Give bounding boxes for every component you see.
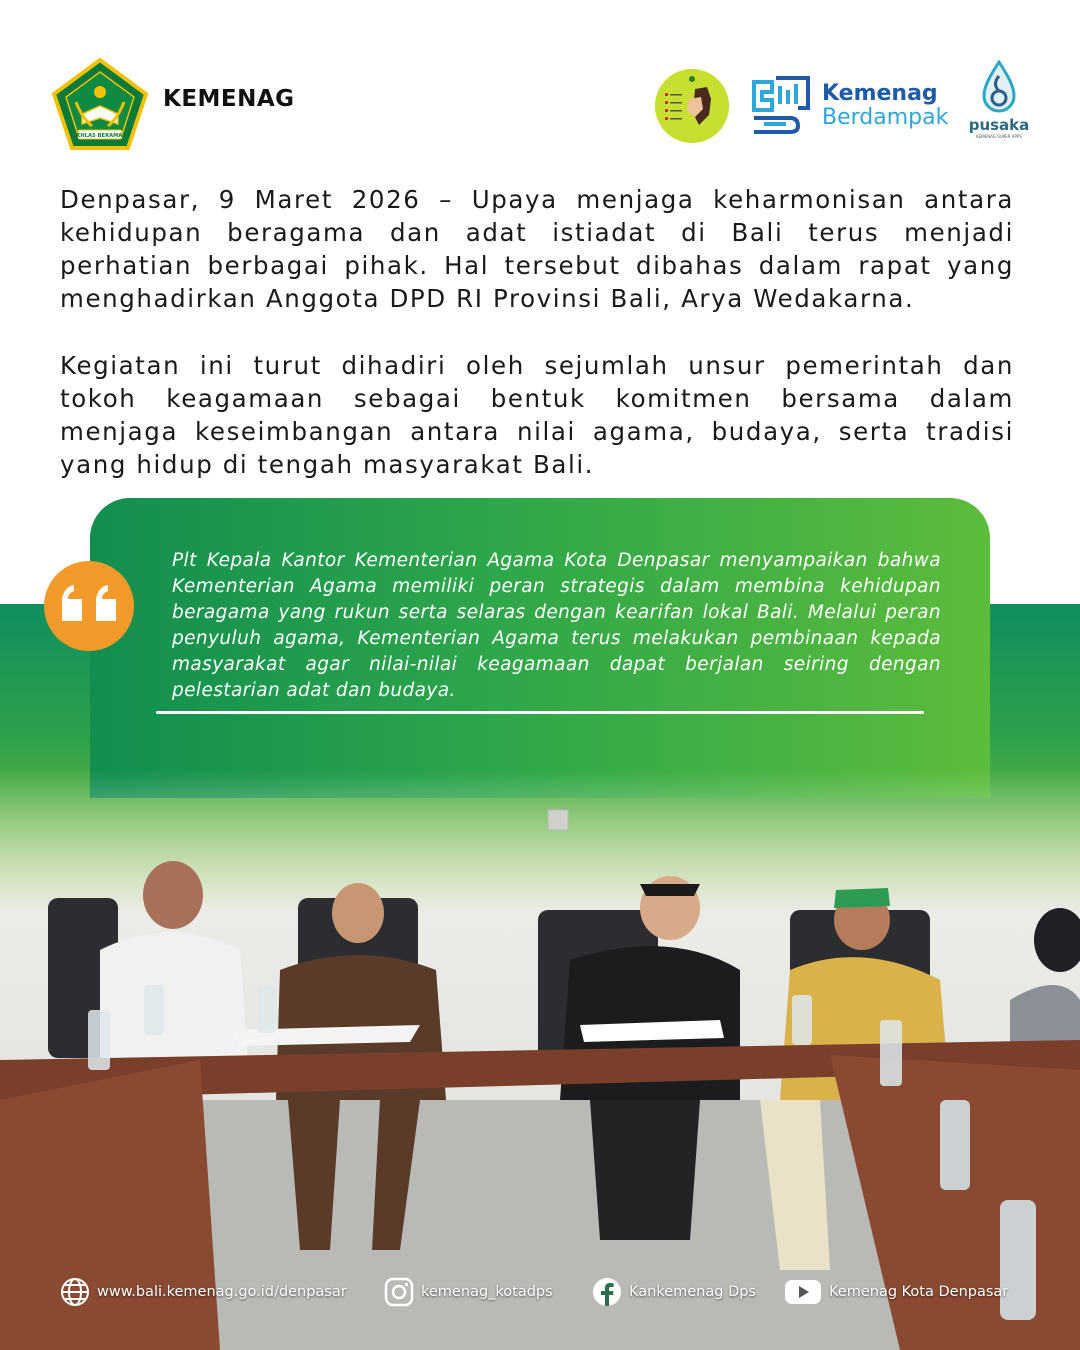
footer-instagram-text: kemenag_kotadps: [421, 1284, 553, 1300]
pusaka-name: pusaka: [968, 116, 1030, 134]
kemenag-emblem-icon: [52, 58, 148, 150]
brand-name: KEMENAG: [163, 86, 295, 112]
kemenag-berdampak-wordmark: [822, 82, 948, 130]
footer-facebook-text: Kankemenag Dps: [629, 1284, 756, 1300]
quote-icon: [44, 561, 134, 651]
facebook-icon: [592, 1277, 622, 1307]
youtube-icon: [784, 1278, 822, 1306]
pusaka-drop-icon: [964, 60, 1034, 116]
pusaka-logo: [964, 60, 1034, 142]
footer-instagram-link[interactable]: [384, 1270, 553, 1314]
berdampak-line2: Berdampak: [822, 105, 949, 130]
quote-text: Plt Kepala Kantor Kementerian Agama Kota Denpasar menyampaikan bahwa Kementerian Agama memiliki peran strategis dalam membina kehidupan beragama yang rukun serta selaras dengan kearifan lokal Bali. Melalui peran penyuluh agama, Kementerian Agama terus melakukan pembinaan kepada masyarakat agar nilai-nilai keagamaan dapat berjalan seiring dengan pelestarian adat dan budaya.: [172, 550, 941, 701]
footer-website-text: www.bali.kemenag.go.id/denpasar: [97, 1284, 347, 1300]
footer-contacts: [0, 1270, 1080, 1314]
program-badge-icon: [655, 69, 729, 143]
quote-divider: [156, 711, 924, 714]
footer-facebook-link[interactable]: [592, 1270, 756, 1314]
footer-youtube-text: Kemenag Kota Denpasar: [829, 1284, 1009, 1300]
kemenag-berdampak-icon: [750, 74, 812, 136]
pusaka-tagline: KEMENAG SUPER APPS: [976, 134, 1022, 139]
article-paragraph-1: Denpasar, 9 Maret 2026 – Upaya menjaga keharmonisan antara kehidupan beragama dan adat istiadat di Bali terus menjadi perhatian berbagai pihak. Hal tersebut dibahas dalam rapat yang menghadirkan Anggota DPD RI Provinsi Bali, Arya Wedakarna.: [60, 185, 1014, 313]
footer-youtube-link[interactable]: [784, 1270, 1008, 1314]
article-paragraph-2: Kegiatan ini turut dihadiri oleh sejumlah unsur pemerintah dan tokoh keagamaan sebagai bentuk komitmen bersama dalam menjaga keseimbangan antara nilai agama, budaya, serta tradisi yang hidup di tengah masyarakat Bali.: [60, 351, 1014, 479]
logo-ribbon-text: IKHLAS BERAMAL: [74, 133, 126, 139]
globe-icon: [60, 1277, 90, 1307]
berdampak-line1: Kemenag: [822, 81, 938, 106]
footer-website-link[interactable]: [60, 1270, 347, 1314]
meeting-photo: [0, 770, 1080, 1350]
header: [0, 0, 1080, 170]
instagram-icon: [384, 1277, 414, 1307]
